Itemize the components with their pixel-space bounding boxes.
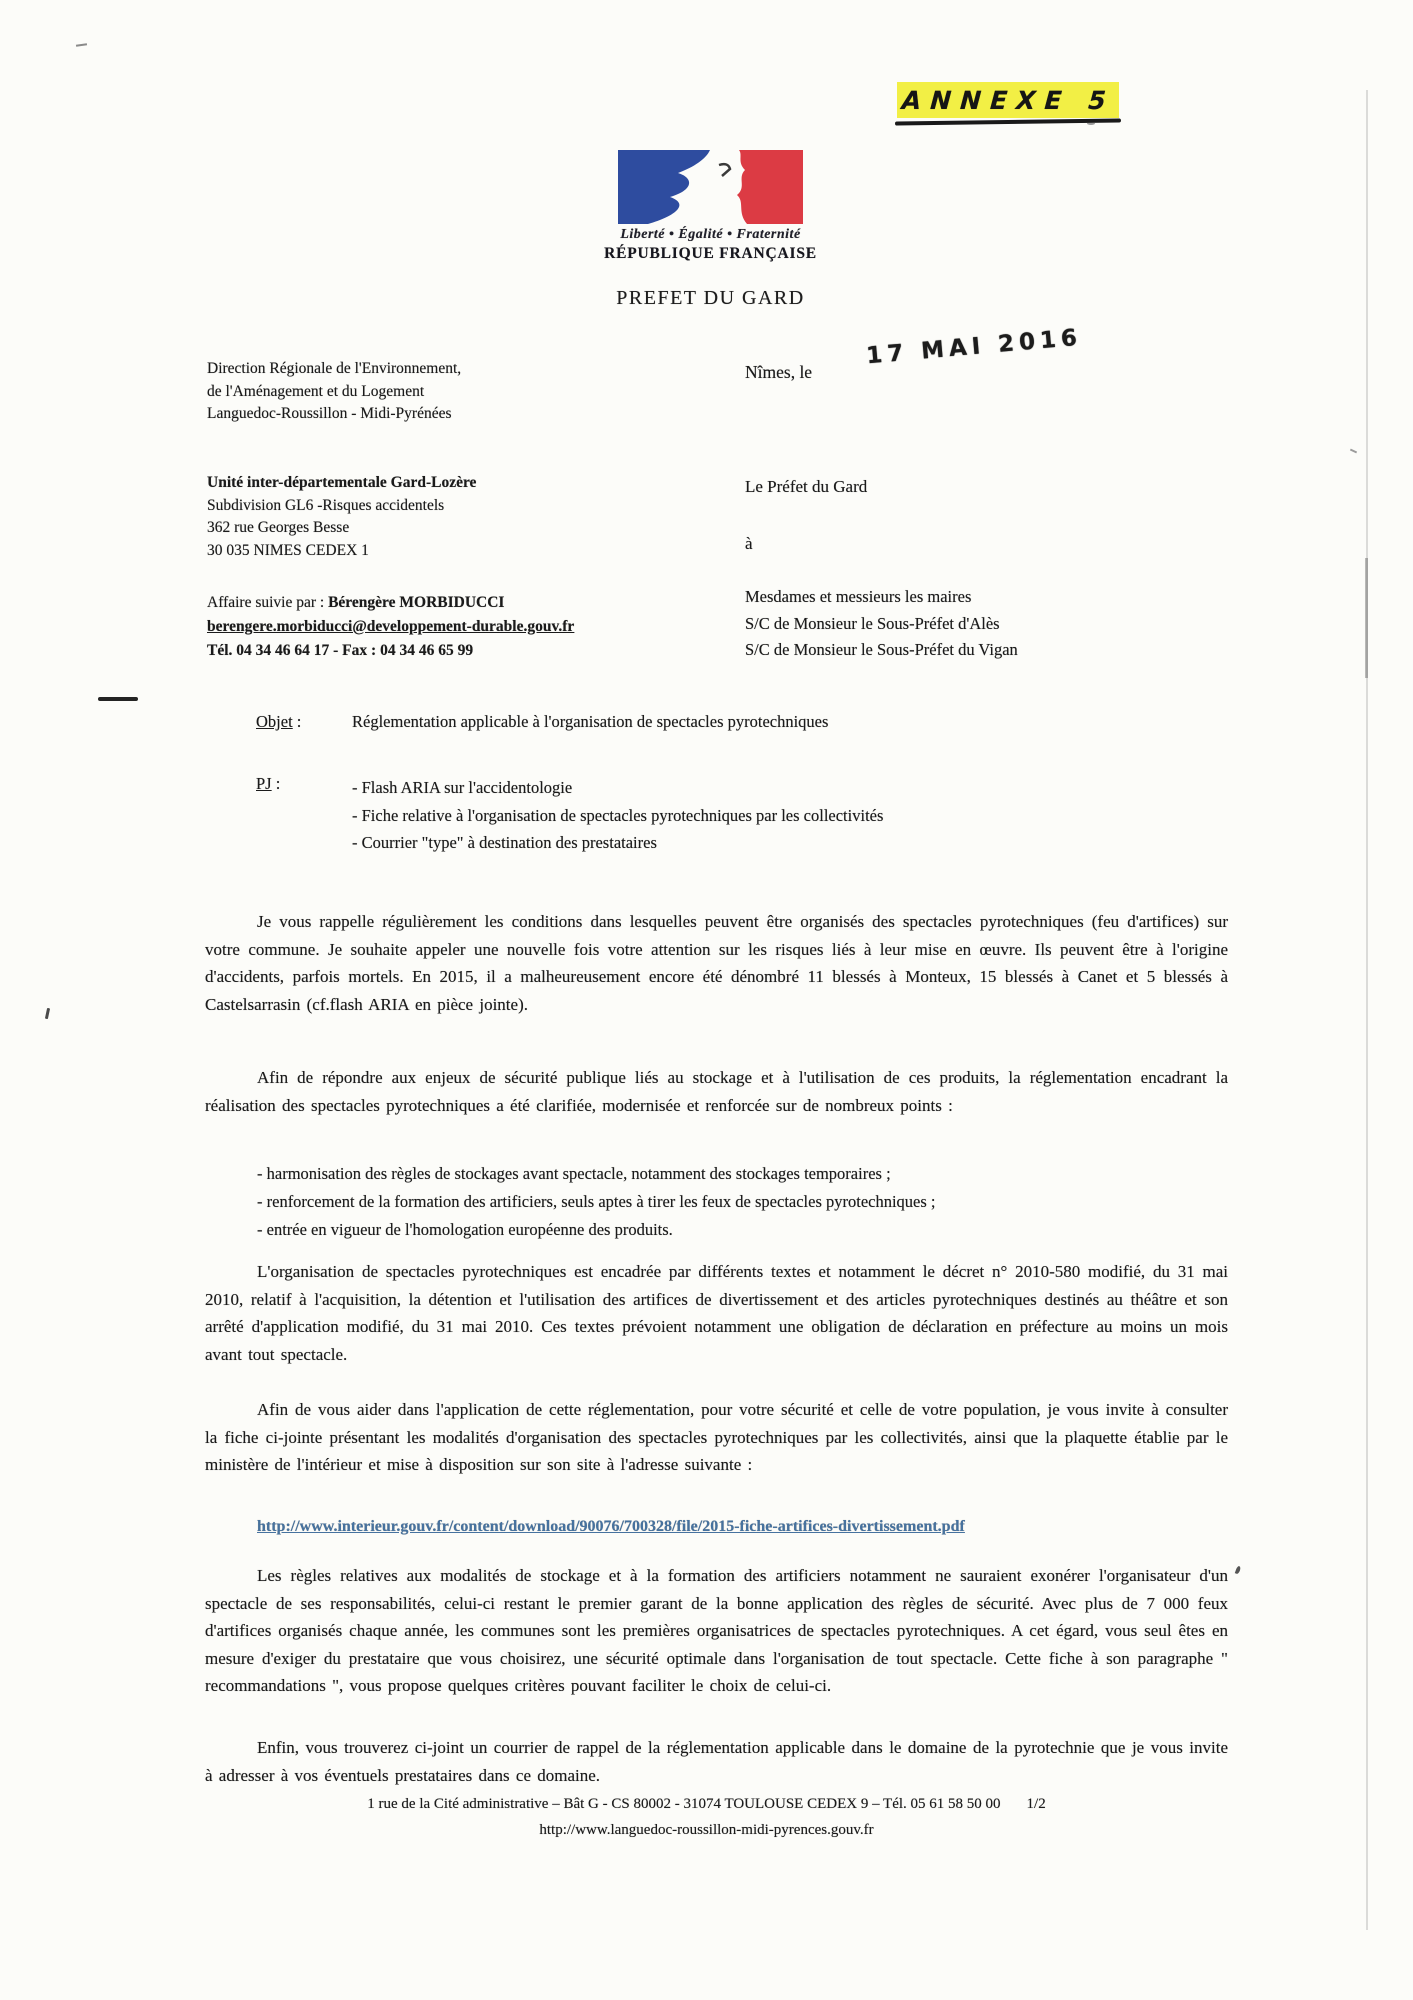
- footer-website-link[interactable]: http://www.languedoc-roussillon-midi-pyrences.gouv.fr: [539, 1822, 874, 1838]
- pj-items: [352, 774, 883, 857]
- dateline-place: Nîmes, le: [745, 362, 813, 382]
- bullet-item: - renforcement de la formation des artificiers, seuls aptes à tirer les feux de spectacles pyrotechniques ;: [257, 1192, 936, 1211]
- contact-prefix: Affaire suivie par :: [207, 594, 329, 611]
- direction-line: Languedoc-Roussillon - Midi-Pyrénées: [207, 405, 452, 422]
- pj-colon: :: [271, 774, 281, 793]
- unit-title: Unité inter-départementale Gard-Lozère: [207, 474, 477, 491]
- footer-address-line: [0, 1796, 1413, 1813]
- pj-item: - Flash ARIA sur l'accidentologie: [352, 778, 573, 797]
- right-edge-speck: [1350, 449, 1357, 454]
- pj-label-word: PJ: [256, 774, 272, 793]
- scan-vertical-line-artifact: [1366, 90, 1368, 1930]
- body-paragraph-6: Enfin, vous trouverez ci-joint un courrier de rappel de la réglementation applicable dans le domaine de la pyrotechnie que je vous invite à adresser à vos éventuels prestataires dans ce domaine.: [205, 1738, 1228, 1785]
- to-preposition: à: [745, 534, 753, 553]
- contact-email-line: [207, 615, 574, 639]
- motto-text: Liberté • Égalité • Fraternité: [620, 227, 801, 242]
- sender-direction-block: [207, 358, 461, 426]
- top-left-speck: [76, 43, 87, 47]
- ministry-pdf-link[interactable]: http://www.interieur.gouv.fr/content/download/90076/700328/file/2015-fiche-artifices-divertissement.pdf: [257, 1518, 965, 1535]
- pj-item: - Fiche relative à l'organisation de spectacles pyrotechniques par les collectivités: [352, 805, 884, 825]
- french-republic-flag-logo-icon: [618, 150, 803, 224]
- objet-label: [256, 712, 301, 732]
- left-margin-tick-mark: [45, 1008, 50, 1019]
- pj-item: - Courrier "type" à destination des prestataires: [352, 833, 657, 852]
- ministry-link-line: [257, 1518, 965, 1536]
- body-paragraph-2: Afin de répondre aux enjeux de sécurité publique liés au stockage et à l'utilisation de ces produits, la réglementation encadrant la réalisation des spectacles pyrotechniques a été clarifiée, modernisée et renforcée sur de nombreux points :: [205, 1068, 1228, 1115]
- date-stamp: 17 MAI 2016: [865, 324, 1084, 370]
- unit-line: Subdivision GL6 -Risques accidentels: [207, 496, 445, 514]
- contact-line: [207, 591, 574, 615]
- objet-text: Réglementation applicable à l'organisation de spectacles pyrotechniques: [352, 712, 829, 731]
- sender-unit-block: [207, 472, 476, 562]
- from-title: Le Préfet du Gard: [745, 477, 868, 496]
- republic-text: RÉPUBLIQUE FRANÇAISE: [604, 245, 817, 262]
- recipient-line: Mesdames et messieurs les maires: [745, 587, 972, 606]
- objet-label-word: Objet: [256, 712, 293, 731]
- direction-line: Direction Régionale de l'Environnement,: [207, 360, 462, 377]
- body-paragraph-3: L'organisation de spectacles pyrotechniques est encadrée par différents textes et notamment le décret n° 2010-580 modifié, du 31 mai 2010, relatif à l'acquisition, la détention et l'utilisation des artifices de divertissement et des articles pyrotechniques destinés au théâtre et son arrêté d'application modifié, du 31 mai 2010. Ces textes prévoient notamment une obligation de déclaration en préfecture au moins un mois avant tout spectacle.: [205, 1262, 1228, 1364]
- top-right-speck: [1087, 122, 1095, 125]
- right-margin-speck: [1235, 1566, 1241, 1575]
- body-paragraph-1: Je vous rappelle régulièrement les conditions dans lesquelles peuvent être organisés des spectacles pyrotechniques (feu d'artifices) sur votre commune. Je souhaite appeler une nouvelle fois votre attention sur les risques liés à leur mise en œuvre. Ils peuvent être à l'origine d'accidents, parfois mortels. En 2015, il a malheureusement encore été dénombré 11 blessés à Monteux, 15 blessés à Canet et 5 blessés à Castelsarrasin (cf.flash ARIA en pièce jointe).: [205, 912, 1228, 1014]
- direction-line: de l'Aménagement et du Logement: [207, 382, 425, 400]
- bullet-item: - entrée en vigueur de l'homologation européenne des produits.: [257, 1220, 673, 1239]
- footer-website-line: [0, 1822, 1413, 1839]
- body-bullet-list: [257, 1160, 936, 1244]
- contact-name: Bérengère MORBIDUCCI: [328, 594, 505, 611]
- left-margin-dash-mark: [98, 697, 138, 701]
- bullet-item: - harmonisation des règles de stockages avant spectacle, notamment des stockages temporaires ;: [257, 1164, 891, 1183]
- letterhead: [563, 150, 858, 310]
- body-paragraph-4: Afin de vous aider dans l'application de cette réglementation, pour votre sécurité et celle de votre population, je vous invite à consulter la fiche ci-jointe présentant les modalités d'organisation des spectacles pyrotechniques par les collectivités, ainsi que la plaquette établie par le ministère de l'intérieur et mise à disposition sur son site à l'adresse suivante :: [205, 1400, 1228, 1474]
- footer-address: 1 rue de la Cité administrative – Bât G - CS 80002 - 31074 TOULOUSE CEDEX 9 – Tél. 05 61 58 50 00: [367, 1796, 1001, 1812]
- recipient-block: [745, 584, 1018, 664]
- annex-highlight: [897, 82, 1119, 118]
- pj-label: [256, 774, 280, 794]
- page-number: 1/2: [1026, 1796, 1046, 1812]
- recipient-line: S/C de Monsieur le Sous-Préfet du Vigan: [745, 640, 1018, 659]
- contact-phone: Tél. 04 34 46 64 17 - Fax : 04 34 46 65 99: [207, 642, 474, 659]
- contact-block: [207, 591, 574, 663]
- prefecture-title: PREFET DU GARD: [616, 287, 805, 309]
- recipient-line: S/C de Monsieur le Sous-Préfet d'Alès: [745, 613, 1000, 633]
- body-paragraph-5: Les règles relatives aux modalités de stockage et à la formation des artificiers notamment ne sauraient exonérer l'organisateur d'un spectacle de ses responsabilités, celui-ci restant le premier garant de la bonne application des règles de sécurité. Avec plus de 7 000 feux d'artifices organisés chaque année, les communes sont les premières organisatrices de spectacles pyrotechniques. A cet égard, vous seul êtes en mesure d'exiger du prestataire que vous choisirez, une sécurité optimale dans l'organisation de tout spectacle. Cette fiche à son paragraphe " recommandations ", vous propose quelques critères pouvant faciliter le choix de celui-ci.: [205, 1566, 1228, 1695]
- contact-email-link[interactable]: berengere.morbiducci@developpement-durable.gouv.fr: [207, 618, 575, 635]
- objet-colon: :: [292, 712, 302, 731]
- annex-label: ANNEXE 5: [900, 85, 1116, 115]
- unit-line: 362 rue Georges Besse: [207, 519, 350, 536]
- unit-line: 30 035 NIMES CEDEX 1: [207, 541, 369, 559]
- scan-vertical-line-dark-artifact: [1365, 558, 1368, 678]
